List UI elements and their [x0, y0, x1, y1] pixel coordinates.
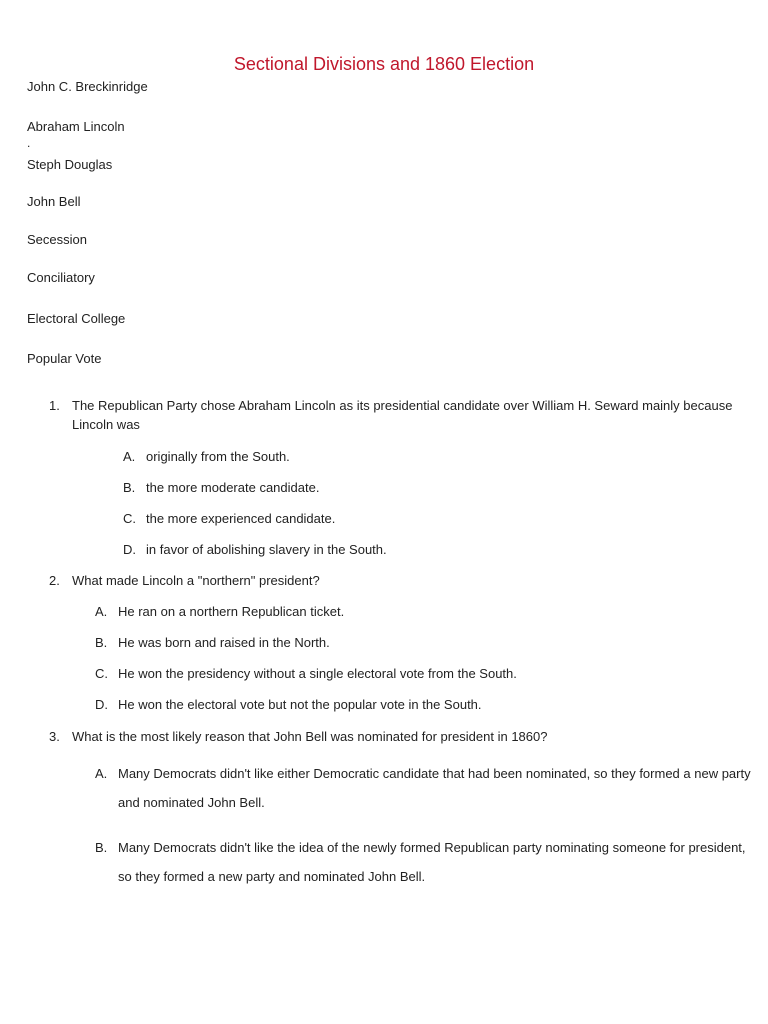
question-number: 3.	[49, 729, 60, 744]
stray-period: .	[27, 136, 31, 150]
option-text: the more experienced candidate.	[146, 511, 336, 526]
option-text: Many Democrats didn't like the idea of the newly formed Republican party nominating someone for president, so they formed a new party and nominated John Bell.	[118, 840, 746, 884]
option-letter: C.	[123, 511, 136, 526]
term-popular-vote: Popular Vote	[27, 351, 102, 366]
question-text: What is the most likely reason that John Bell was nominated for president in 1860?	[72, 729, 548, 744]
option-text: He was born and raised in the North.	[118, 635, 330, 650]
option-letter: A.	[123, 449, 136, 464]
term-lincoln: Abraham Lincoln	[27, 119, 125, 134]
option-letter: D.	[123, 542, 136, 557]
option-letter: A.	[95, 604, 108, 619]
option-letter: B.	[123, 480, 136, 495]
question-number: 1.	[49, 398, 60, 413]
question-text: What made Lincoln a "northern" president?	[72, 573, 320, 588]
option-text: He won the electoral vote but not the popular vote in the South.	[118, 697, 482, 712]
term-secession: Secession	[27, 232, 87, 247]
question-number: 2.	[49, 573, 60, 588]
term-breckinridge: John C. Breckinridge	[27, 79, 148, 94]
option-letter: A.	[95, 766, 108, 781]
question-text: The Republican Party chose Abraham Lincoln as its presidential candidate over William H. Seward mainly because Lincoln was	[72, 398, 733, 432]
option-letter: B.	[95, 840, 108, 855]
option-letter: B.	[95, 635, 108, 650]
option-letter: D.	[95, 697, 108, 712]
term-bell: John Bell	[27, 194, 81, 209]
option-text: originally from the South.	[146, 449, 290, 464]
term-conciliatory: Conciliatory	[27, 270, 95, 285]
option-text: Many Democrats didn't like either Democratic candidate that had been nominated, so they formed a new party and nominated John Bell.	[118, 766, 751, 810]
option-letter: C.	[95, 666, 108, 681]
option-text: He ran on a northern Republican ticket.	[118, 604, 345, 619]
option-text: He won the presidency without a single electoral vote from the South.	[118, 666, 517, 681]
term-electoral-college: Electoral College	[27, 311, 126, 326]
option-text: the more moderate candidate.	[146, 480, 320, 495]
page-title: Sectional Divisions and 1860 Election	[233, 54, 535, 74]
option-text: in favor of abolishing slavery in the South.	[146, 542, 387, 557]
term-douglas: Steph Douglas	[27, 157, 113, 172]
